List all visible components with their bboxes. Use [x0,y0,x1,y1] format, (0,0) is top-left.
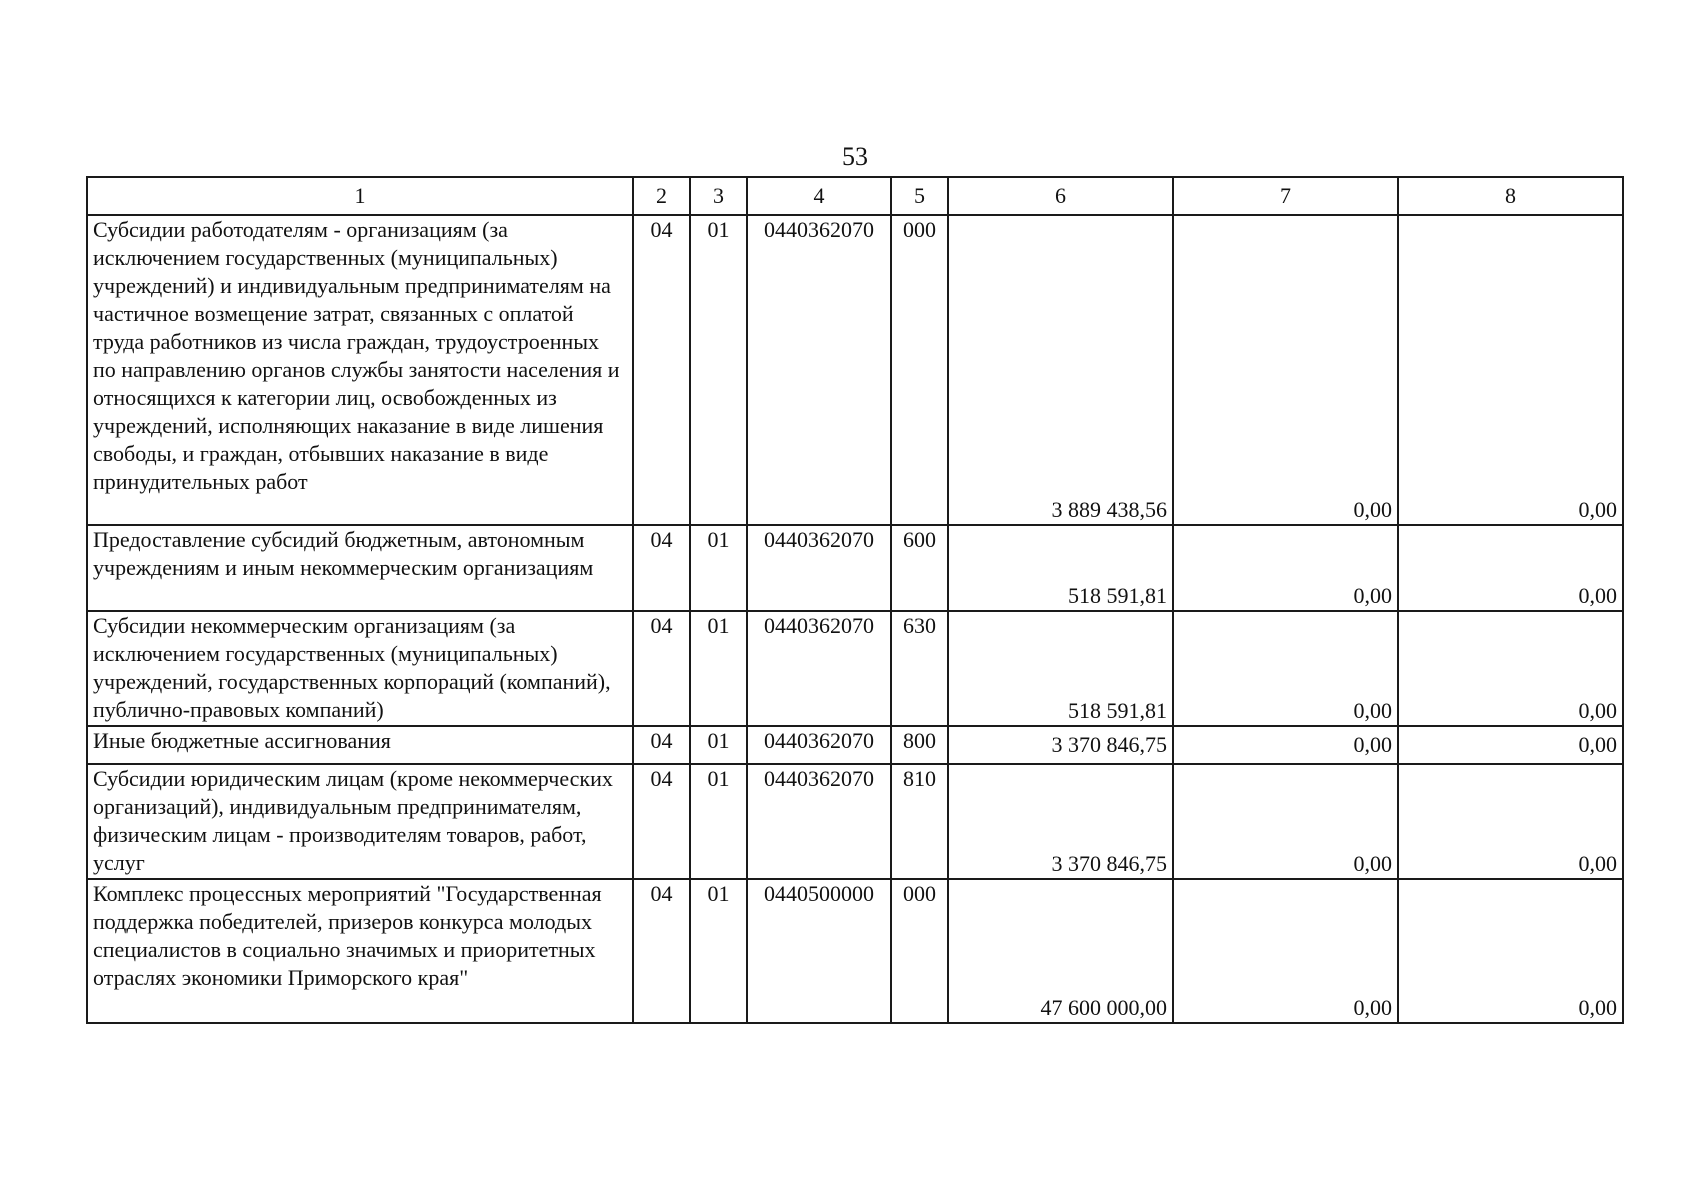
row-name: Иные бюджетные ассигнования [87,726,633,764]
table-row [87,611,1623,726]
column-header-8: 8 [1398,177,1623,215]
cell-section: 04 [633,525,690,611]
column-header-6: 6 [948,177,1173,215]
cell-section: 04 [633,215,690,525]
cell-amount-6: 518 591,81 [948,525,1173,611]
cell-subsection: 01 [690,764,747,879]
cell-target-article: 0440362070 [747,611,891,726]
column-header-5: 5 [891,177,948,215]
cell-amount-6: 3 370 846,75 [948,726,1173,764]
cell-amount-7: 0,00 [1173,611,1398,726]
cell-amount-7: 0,00 [1173,879,1398,1023]
cell-target-article: 0440362070 [747,764,891,879]
cell-subsection: 01 [690,525,747,611]
cell-subsection: 01 [690,611,747,726]
cell-amount-7: 0,00 [1173,215,1398,525]
cell-amount-8: 0,00 [1398,525,1623,611]
cell-target-article: 0440362070 [747,525,891,611]
page-number: 53 [842,142,868,171]
cell-target-article: 0440500000 [747,879,891,1023]
budget-table [86,176,1624,1024]
cell-amount-7: 0,00 [1173,764,1398,879]
cell-amount-8: 0,00 [1398,215,1623,525]
row-name: Комплекс процессных мероприятий "Государственная поддержка победителей, призеров конкурса молодых специалистов в социально значимых и приоритетных отраслях экономики Приморского края" [87,879,633,1023]
cell-amount-6: 3 370 846,75 [948,764,1173,879]
cell-amount-7: 0,00 [1173,525,1398,611]
cell-subsection: 01 [690,879,747,1023]
cell-expense-type: 810 [891,764,948,879]
cell-subsection: 01 [690,215,747,525]
header-row [87,177,1623,215]
cell-section: 04 [633,879,690,1023]
column-header-2: 2 [633,177,690,215]
row-name: Субсидии юридическим лицам (кроме некоммерческих организаций), индивидуальным предпринимателям, физическим лицам - производителям товаров, работ, услуг [87,764,633,879]
column-header-4: 4 [747,177,891,215]
table-row [87,879,1623,1023]
row-name: Предоставление субсидий бюджетным, автономным учреждениям и иным некоммерческим организациям [87,525,633,611]
cell-expense-type: 600 [891,525,948,611]
cell-amount-6: 47 600 000,00 [948,879,1173,1023]
row-name: Субсидии некоммерческим организациям (за исключением государственных (муниципальных) учреждений, государственных корпораций (компаний), публично-правовых компаний) [87,611,633,726]
cell-expense-type: 000 [891,879,948,1023]
cell-target-article: 0440362070 [747,215,891,525]
column-header-3: 3 [690,177,747,215]
cell-section: 04 [633,764,690,879]
cell-amount-8: 0,00 [1398,611,1623,726]
cell-subsection: 01 [690,726,747,764]
cell-amount-8: 0,00 [1398,726,1623,764]
cell-amount-8: 0,00 [1398,764,1623,879]
cell-amount-7: 0,00 [1173,726,1398,764]
cell-expense-type: 630 [891,611,948,726]
cell-amount-6: 3 889 438,56 [948,215,1173,525]
cell-target-article: 0440362070 [747,726,891,764]
cell-expense-type: 800 [891,726,948,764]
cell-amount-8: 0,00 [1398,879,1623,1023]
table-row [87,726,1623,764]
column-header-1: 1 [87,177,633,215]
row-name: Субсидии работодателям - организациям (за исключением государственных (муниципальных) учреждений) и индивидуальным предпринимателям на частичное возмещение затрат, связанных с оплатой труда работников из числа граждан, трудоустроенных по направлению органов службы занятости населения и относящихся к категории лиц, освобожденных из учреждений, исполняющих наказание в виде лишения свободы, и граждан, отбывших наказание в виде принудительных работ [87,215,633,525]
cell-section: 04 [633,726,690,764]
table-row [87,215,1623,525]
cell-expense-type: 000 [891,215,948,525]
table-row [87,525,1623,611]
table-row [87,764,1623,879]
cell-section: 04 [633,611,690,726]
column-header-7: 7 [1173,177,1398,215]
cell-amount-6: 518 591,81 [948,611,1173,726]
